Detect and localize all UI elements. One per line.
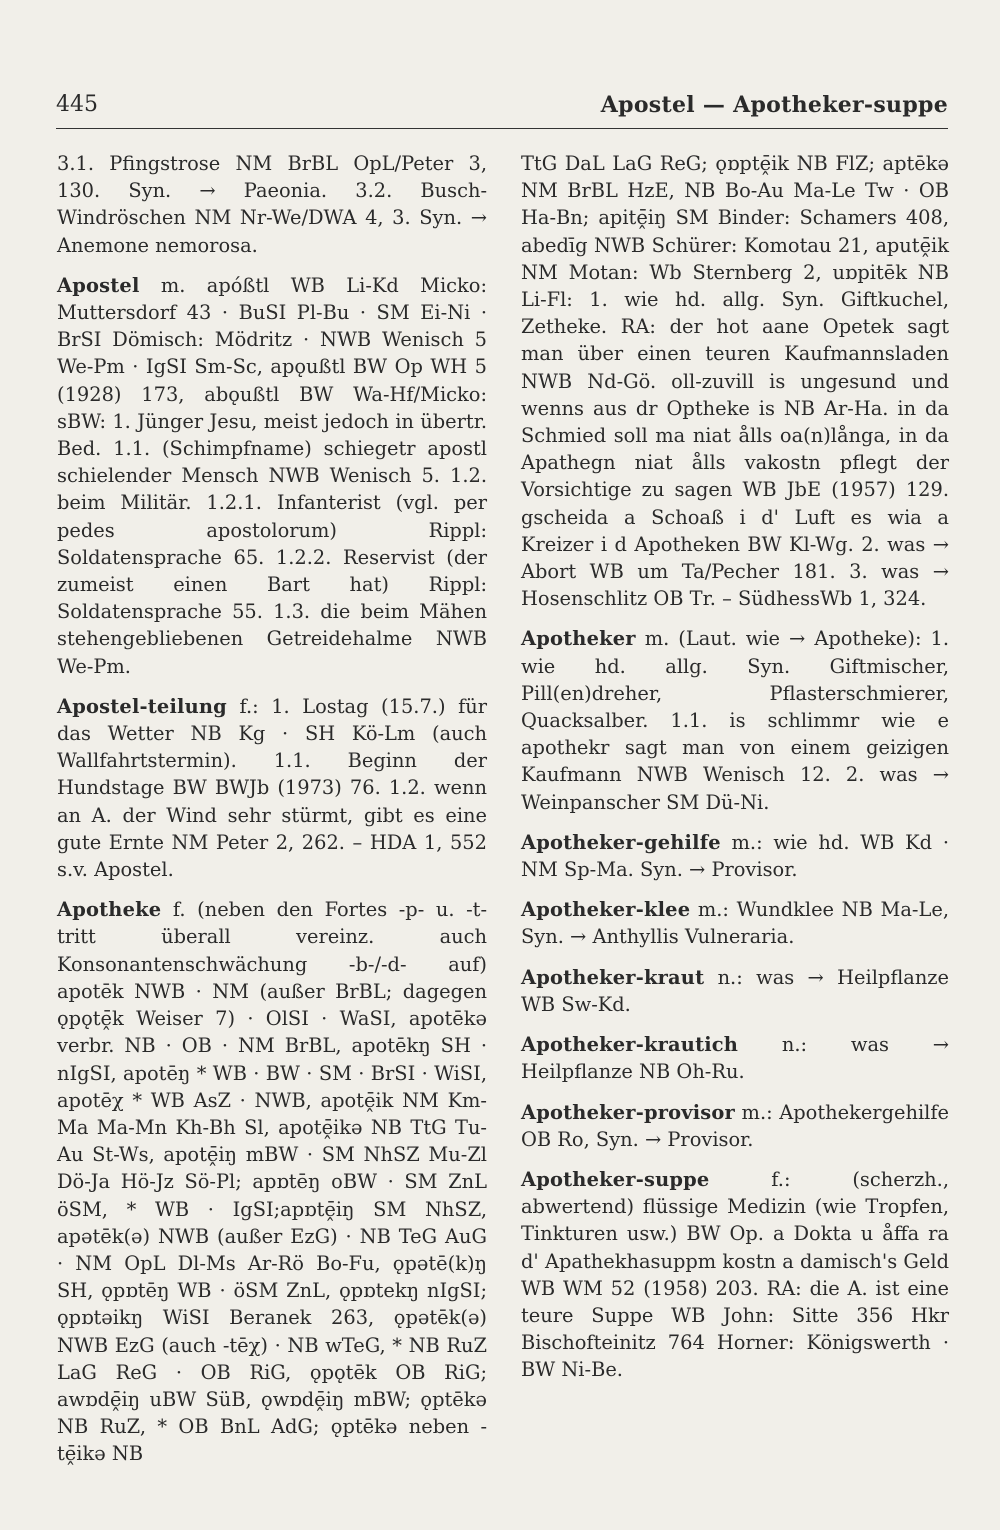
entry-headword: Apotheker-krautich	[521, 1033, 739, 1057]
dictionary-entry	[57, 272, 487, 680]
entry-text: f. (neben den Fortes -p- u. -t- tritt überall vereinz. auch Konsonantenschwächung -b-/-d- auf) apotēk NWB · NM (außer BrBL; dagegen ǫpǫtḙ̄k Weiser 7) · OlSI · WaSI, apotēkə verbr. NB · OB · NM BrBL, apotēkŋ SH · nIgSI, apotēŋ * WB · BW · SM · BrSI · WiSI, apotēχ * WB AsZ · NWB, apotḙ̄ik NM Km-Ma Ma-Mn Kh-Bh Sl, apotḙ̄ikə NB TtG Tu-Au St-Ws, apotḙ̄iŋ mBW · SM NhSZ Mu-Zl Dö-Ja Hö-Jz Sö-Pl; apɒtēŋ oBW · SM ZnL öSM, * WB · IgSI;apɒtḙ̄iŋ SM NhSZ, apətēk(ə) NWB (außer EzG) · NB TeG AuG · NM OpL Dl-Ms Ar-Rö Bo-Fu, ǫpətē(k)ŋ SH, ǫpɒtēŋ WB · öSM ZnL, ǫpɒtekŋ nIgSI; ǫpɒtəikŋ WiSI Beranek 263, ǫpətēk(ə) NWB EzG (auch -tēχ) · NB wTeG, * NB RuZ LaG ReG · OB RiG, ǫpǫtēk OB RiG; awɒdḙ̄iŋ uBW SüB, ǫwɒdḙ̄iŋ mBW; ǫptēkə NB RuZ, * OB BnL AdG; ǫptēkə neben -tḙ̄ikə NB	[57, 898, 487, 1466]
dictionary-entry	[521, 625, 949, 815]
dictionary-entry	[521, 896, 949, 950]
entry-headword: Apotheker-provisor	[521, 1100, 735, 1124]
entry-text: m.: Apothekergehilfe OB Ro, Syn. → Provisor.	[521, 1100, 949, 1151]
left-column	[57, 150, 487, 1481]
dictionary-entry	[57, 896, 487, 1467]
dictionary-entry	[521, 1166, 949, 1384]
entry-text: m.: wie hd. WB Kd · NM Sp-Ma. Syn. → Provisor.	[521, 830, 949, 882]
dictionary-entry	[521, 1099, 949, 1153]
entry-headword: Apotheke	[57, 898, 162, 922]
page-header	[56, 92, 948, 129]
entry-headword: Apotheker-suppe	[521, 1167, 710, 1191]
entry-headword: Apostel-teilung	[57, 694, 227, 718]
running-title: Apostel — Apotheker-suppe	[600, 92, 948, 118]
entry-text: m.: Wundklee NB Ma-Le, Syn. → Anthyllis Vulneraria.	[521, 898, 949, 949]
entry-text: TtG DaL LaG ReG; ǫɒptḙ̄ik NB FlZ; aptēkə NM BrBL HzE, NB Bo-Au Ma-Le Tw · OB Ha-Bn; apitḙ̄iŋ SM Binder: Schamers 408, abedīg NWB Schürer: Komotau 21, aputḙ̄ik NM Motan: Wb Sternberg 2, uɒpitēk NB Li-Fl: 1. wie hd. allg. Syn. Giftkuchel, Zetheke. RA: der hot aane Opetek sagt man über einen teuren Kaufmannsladen NWB Nd-Gö. oll-zuvill is ungesund und wenns aus dr Optheke is NB Ar-Ha. in da Schmied soll ma niat ålls oa(n)långa, in da Apathegn niat ålls vakostn pflegt der Vorsichtige zu sagen WB JbE (1957) 129. gscheida a Schoaß i d' Luft es wia a Kreizer i d Apotheken BW Kl-Wg. 2. was → Abort WB um Ta/Pecher 181. 3. was → Hosenschlitz OB Tr. – SüdhessWb 1, 324.	[521, 152, 949, 611]
entry-text: f.: 1. Lostag (15.7.) für das Wetter NB Kg · SH Kö-Lm (auch Wallfahrtstermin). 1.1. Beginn der Hundstage BW BWJb (1973) 76. 1.2. wenn an A. der Wind sehr stürmt, gibt es eine gute Ernte NM Peter 2, 262. – HDA 1, 552 s.v. Apostel.	[57, 694, 487, 882]
right-column	[521, 150, 949, 1397]
dictionary-entry	[521, 150, 949, 612]
entry-text: n.: was → Heilpflanze NB Oh-Ru.	[521, 1033, 949, 1084]
page-number: 445	[56, 92, 98, 117]
entry-headword: Apotheker-kraut	[521, 965, 705, 989]
dictionary-entry	[521, 1031, 949, 1085]
dictionary-entry	[521, 964, 949, 1018]
entry-text: 3.1. Pfingstrose NM BrBL OpL/Peter 3, 130. Syn. → Paeonia. 3.2. Busch-Windröschen NM Nr-We/DWA 4, 3. Syn. → Anemone nemorosa.	[57, 152, 487, 257]
dictionary-entry	[57, 150, 487, 259]
entry-headword: Apotheker-gehilfe	[521, 830, 721, 854]
entry-headword: Apostel	[57, 273, 140, 297]
dictionary-entry	[521, 829, 949, 883]
dictionary-entry	[57, 693, 487, 883]
entry-text: f.: (scherzh., abwertend) flüssige Medizin (wie Tropfen, Tinkturen usw.) BW Op. a Dokta u åffa ra d' Apathekhasuppm kostn a damisch's Geld WB WM 52 (1958) 203. RA: die A. ist eine teure Suppe WB John: Sitte 356 Hkr Bischofteinitz 764 Horner: Königswerth · BW Ni-Be.	[521, 1167, 949, 1382]
entry-headword: Apotheker	[521, 627, 636, 651]
entry-text: n.: was → Heilpflanze WB Sw-Kd.	[521, 965, 949, 1016]
entry-headword: Apotheker-klee	[521, 898, 691, 922]
entry-text: m. (Laut. wie → Apotheke): 1. wie hd. allg. Syn. Giftmischer, Pill(en)dreher, Pflasterschmierer, Quacksalber. 1.1. is schlimmr wie e apothekr sagt man von einem geizigen Kaufmann NWB Wenisch 12. 2. was → Weinpanscher SM Dü-Ni.	[521, 627, 949, 814]
entry-text: m. apóßtl WB Li-Kd Micko: Muttersdorf 43 · BuSI Pl-Bu · SM Ei-Ni · BrSI Dömisch: Mödritz · NWB Wenisch 5 We-Pm · IgSI Sm-Sc, apǫußtl BW Op WH 5 (1928) 173, abǫußtl BW Wa-Hf/Micko: sBW: 1. Jünger Jesu, meist jedoch in übertr. Bed. 1.1. (Schimpfname) schiegetr apostl schielender Mensch NWB Wenisch 5. 1.2. beim Militär. 1.2.1. Infanterist (vgl. per pedes apostolorum) Rippl: Soldatensprache 65. 1.2.2. Reservist (der zumeist einen Bart hat) Rippl: Soldatensprache 55. 1.3. die beim Mähen stehengebliebenen Getreidehalme NWB We-Pm.	[57, 273, 487, 678]
